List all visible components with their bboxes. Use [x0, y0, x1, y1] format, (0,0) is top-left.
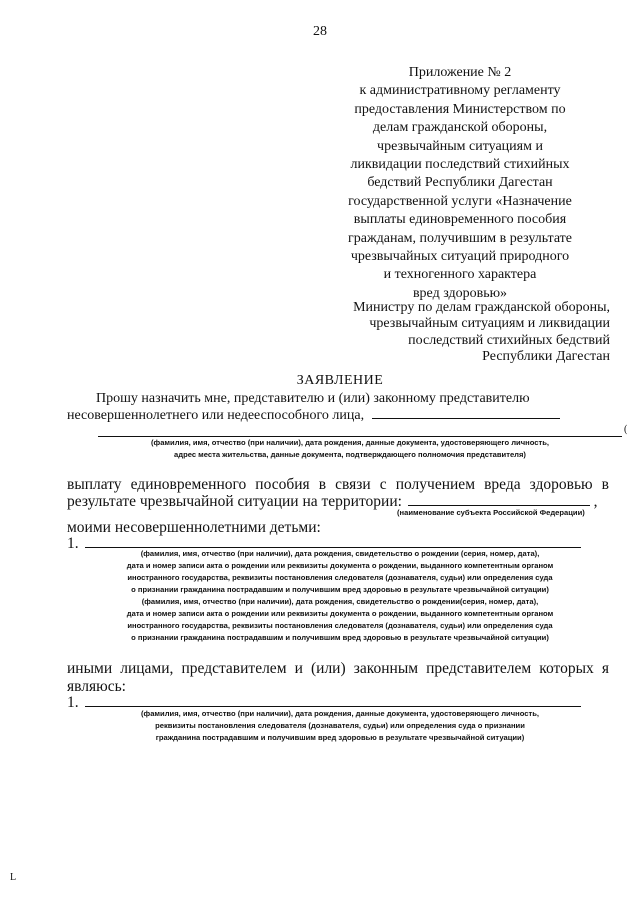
request-line-1: Прошу назначить мне, представителю и (или) законному представителю — [96, 391, 530, 406]
addressee-line: последствий стихийных бедствий — [408, 332, 610, 348]
children-note-line: о признании гражданина пострадавшим и получившим вред здоровью в результате чрезвычайной ситуации) — [131, 585, 549, 594]
children-note-line: дата и номер записи акта о рождении или реквизиты документа о рождении, выданного компетентным органом — [126, 561, 554, 570]
margin-bracket: ( — [624, 424, 628, 435]
appendix-line: чрезвычайных ситуаций природного — [350, 249, 570, 265]
appendix-line: и техногенного характера — [383, 267, 537, 283]
other-number: 1. — [67, 694, 79, 711]
appendix-line: государственной услуги «Назначение — [348, 193, 572, 209]
children-note-line: иностранного государства, реквизиты постановления следователя (дознавателя, судьи) или определения суда — [127, 621, 553, 630]
appendix-line: гражданам, получившим в результате — [347, 230, 573, 246]
territory-field[interactable] — [408, 494, 590, 506]
children-note-line: иностранного государства, реквизиты постановления следователя (дознавателя, судьи) или определения суда — [127, 573, 553, 582]
request-line-2-text: несовершеннолетнего или недееспособного лица, — [67, 408, 365, 423]
applicant-note — [30, 437, 640, 461]
others-note-line: гражданина пострадавшим и получившим вред здоровью в результате чрезвычайной ситуации) — [155, 733, 525, 742]
addressee-line: Министру по делам гражданской обороны, — [353, 300, 610, 315]
form-title: ЗАЯВЛЕНИЕ — [296, 373, 384, 388]
others-line-2: являюсь: — [67, 678, 126, 695]
others-note — [20, 708, 640, 744]
children-note-line: о признании гражданина пострадавшим и получившим вред здоровью в результате чрезвычайной ситуации) — [131, 633, 549, 642]
child-details-field[interactable] — [85, 536, 581, 548]
corner-mark: L — [10, 872, 17, 883]
others-note-line: (фамилия, имя, отчество (при наличии), дата рождения, данные документа, удостоверяющего личность, — [141, 709, 539, 718]
children-label: моими несовершеннолетними детьми: — [67, 519, 321, 536]
applicant-note-line: адрес места жительства, данные документа, подтверждающего полномочия представителя) — [174, 450, 526, 459]
children-note-line: (фамилия, имя, отчество (при наличии), дата рождения, свидетельство о рождении (серия, номер, дата), — [140, 549, 540, 558]
appendix-line: бедствий Республики Дагестан — [367, 175, 553, 191]
applicant-note-line: (фамилия, имя, отчество (при наличии), дата рождения, данные документа, удостоверяющего личность, — [151, 438, 549, 447]
children-note-line: (фамилия, имя, отчество (при наличии), дата рождения, свидетельство о рождении(серия, номер, дата), — [141, 597, 539, 606]
appendix-line: выплаты единовременного пособия — [353, 212, 567, 228]
appendix-line: ликвидации последствий стихийных — [350, 157, 570, 173]
addressee-line: Республики Дагестан — [482, 349, 610, 365]
children-note-line: дата и номер записи акта о рождении или реквизиты документа о рождении, выданного компетентным органом — [126, 609, 554, 618]
addressee-block — [300, 300, 610, 366]
appendix-header — [300, 64, 620, 303]
payment-line-2-text: результате чрезвычайной ситуации на территории: — [67, 493, 402, 510]
applicant-name-field[interactable] — [372, 407, 560, 419]
page-number: 28 — [313, 24, 327, 39]
others-line-1: иными лицами, представителем и (или) законным представителем которых я — [67, 660, 609, 677]
appendix-line: Приложение № 2 — [408, 65, 512, 80]
other-person-field[interactable] — [85, 695, 581, 707]
appendix-line: предоставления Министерством по — [354, 101, 566, 117]
appendix-line: вред здоровью» — [412, 285, 508, 301]
appendix-line: чрезвычайным ситуациям и — [377, 138, 543, 154]
appendix-line: делам гражданской обороны, — [372, 120, 548, 136]
others-note-line: реквизиты постановления следователя (дознавателя, судьи) или определения суда о признании — [155, 721, 525, 730]
payment-line-1: выплату единовременного пособия в связи с получением вреда здоровью в — [67, 476, 609, 493]
appendix-line: к административному регламенту — [359, 83, 561, 99]
request-line-2 — [67, 407, 560, 424]
payment-comma: , — [593, 493, 598, 510]
child-number: 1. — [67, 535, 79, 552]
subject-note: (наименование субъекта Российской Федерации) — [397, 508, 585, 517]
addressee-line: чрезвычайным ситуациям и ликвидации — [369, 316, 610, 332]
children-note — [20, 548, 640, 644]
